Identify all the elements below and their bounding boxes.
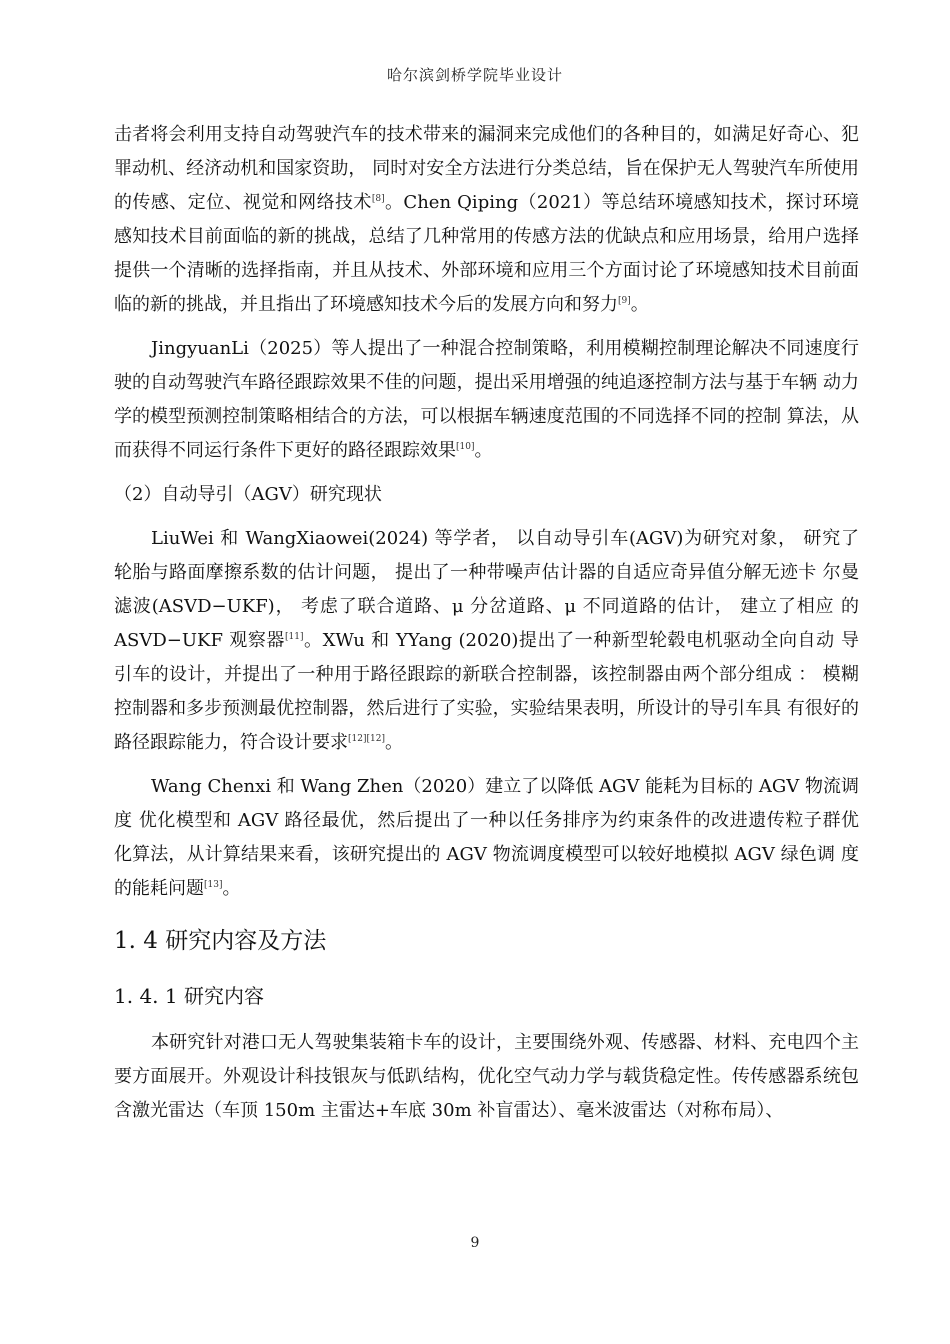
citation-10: [10]	[456, 442, 475, 452]
citation-11: [11]	[284, 632, 304, 642]
paragraph-2: JingyuanLi（2025）等人提出了一种混合控制策略，利用模糊控制理论解决不同速度行 驶的自动驾驶汽车路径跟踪效果不佳的问题，提出采用增强的纯追逐控制方法与基于车辆 动力学的模型预测控制策略相结合的方法，可以根据车辆速度范围的不同选择不同的控制 算法，从而获得不同运行条件下更好的路径跟踪效果[10]。	[114, 338, 859, 461]
citation-13: [13]	[204, 880, 223, 890]
page-number: 9	[470, 1235, 480, 1251]
subsection-label: （2）自动导引（AGV）研究现状	[114, 484, 382, 505]
document-body	[114, 118, 859, 1128]
citation-8: [8]	[371, 194, 385, 204]
section-heading: 1. 4 研究内容及方法	[114, 928, 327, 954]
citation-9: [9]	[618, 296, 631, 306]
page-header: 哈尔滨剑桥学院毕业设计	[386, 66, 563, 84]
paragraph-5: 本研究针对港口无人驾驶集装箱卡车的设计，主要围绕外观、传感器、材料、充电四个主要方面展开。外观设计科技银灰与低趴结构，优化空气动力学与载货稳定性。传传感器系统包含激光雷达（车顶 150m 主雷达+车底 30m 补盲雷达）、毫米波雷达（对称布局）、	[114, 1032, 859, 1121]
paragraph-1: 击者将会利用支持自动驾驶汽车的技术带来的漏洞来完成他们的各种目的，如满足好奇心、犯罪动机、经济动机和国家资助， 同时对安全方法进行分类总结，旨在保护无人驾驶汽车所使用的传感、定位、视觉和网络技术[8]。Chen Qiping（2021）等总结环境感知技术，探讨环境感知技术目前面临的新的挑战，总结了几种常用的传感方法的优缺点和应用场景，给用户选择提供一个清晰的选择指南，并且从技术、外部环境和应用三个方面讨论了环境感知技术目前面临的新的挑战，并且指出了环境感知技术今后的发展方向和努力[9]。	[114, 124, 859, 315]
citation-12: [12][12]	[348, 734, 385, 744]
paragraph-4: Wang Chenxi 和 Wang Zhen（2020）建立了以降低 AGV 能耗为目标的 AGV 物流调度 优化模型和 AGV 路径最优，然后提出了一种以任务排序为约束条件的改进遗传粒子群优 化算法，从计算结果来看，该研究提出的 AGV 物流调度模型可以较好地模拟 AGV 绿色调 度的能耗问题[13]。	[114, 776, 859, 899]
subsection-heading: 1. 4. 1 研究内容	[114, 984, 264, 1008]
paragraph-3: LiuWei 和 WangXiaowei(2024) 等学者， 以自动导引车(AGV)为研究对象， 研究了 轮胎与路面摩擦系数的估计问题， 提出了一种带噪声估计器的自适应奇异值分解无迹卡 尔曼滤波(ASVD−UKF)， 考虑了联合道路、μ 分岔道路、μ 不同道路的估计， 建立了相应 的 ASVD−UKF 观察器[11]。XWu 和 YYang (2020)提出了一种新型轮毂电机驱动全向自动 导引车的设计，并提出了一种用于路径跟踪的新联合控制器，该控制器由两个部分组成 ： 模糊控制器和多步预测最优控制器，然后进行了实验，实验结果表明，所设计的导引车具 有很好的路径跟踪能力，符合设计要求[12][12]。	[114, 528, 859, 753]
